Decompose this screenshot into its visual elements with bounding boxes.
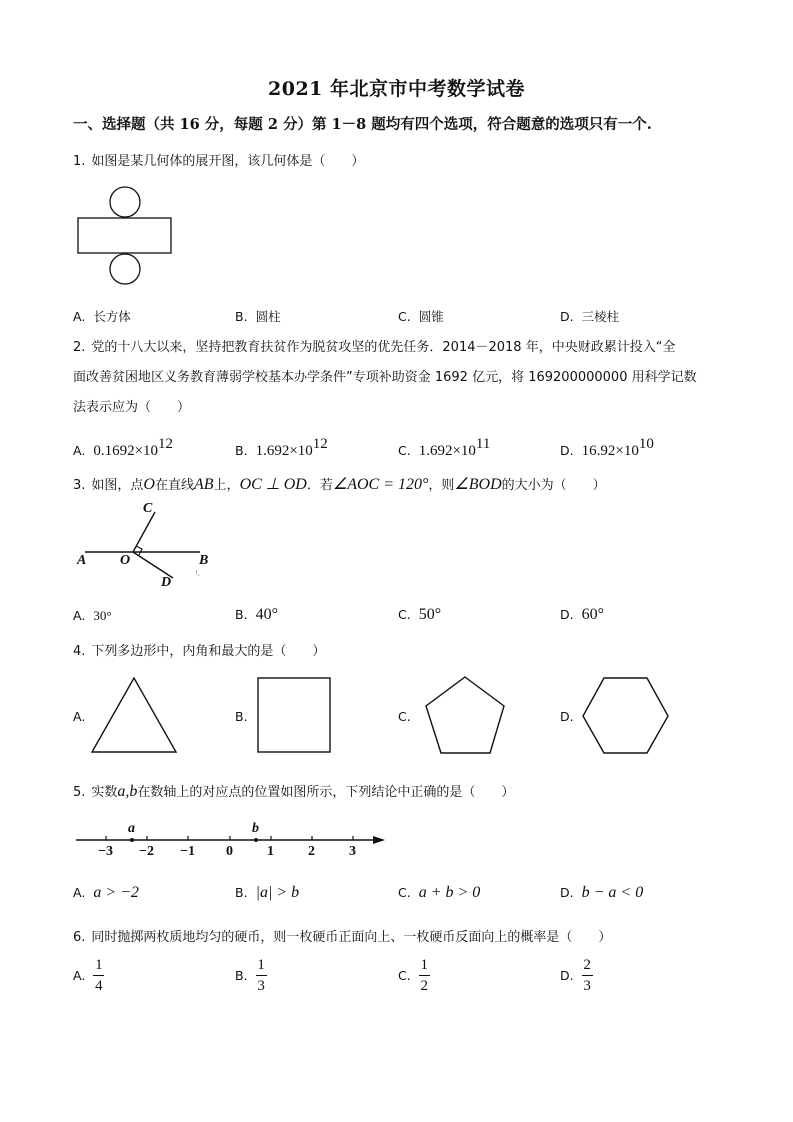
math-angle-aoc: ∠AOC = 120° [332, 476, 429, 493]
question-text: 上， [213, 478, 240, 493]
fraction [419, 956, 430, 995]
option-label: C. [398, 968, 411, 983]
option-text: a > −2 [93, 884, 139, 901]
option-mantissa: 1.692×10 [418, 443, 476, 459]
question-number: 1. [73, 154, 86, 169]
tick-label: −2 [139, 844, 154, 859]
tick-label: 2 [308, 844, 315, 859]
denominator: 4 [95, 978, 103, 994]
option-6d[interactable] [560, 956, 593, 995]
option-5d[interactable] [560, 884, 643, 902]
math-angle-bod: ∠BOD [454, 476, 502, 493]
tick-label: 3 [349, 844, 356, 859]
page-title: 2021 年北京市中考数学试卷 [268, 78, 525, 100]
denominator: 3 [257, 978, 265, 994]
option-label: D. [560, 709, 574, 724]
option-exponent: 12 [312, 436, 328, 452]
question-text: 下列多边形中，内角和最大的是（ ） [91, 644, 326, 659]
option-mantissa: 16.92×10 [581, 443, 639, 459]
option-text: 30° [93, 608, 112, 623]
point-b-label: b [252, 821, 259, 836]
option-label: C. [398, 309, 411, 324]
question-text-line: 面改善贫困地区义务教育薄弱学校基本办学条件”专项补助资金 1692 亿元，将 169200000000 用科学记数 [73, 370, 697, 385]
stray-mark: !, [195, 569, 201, 577]
option-6c[interactable] [398, 956, 430, 995]
denominator: 3 [583, 978, 591, 994]
numerator: 1 [95, 957, 103, 973]
option-mantissa: 0.1692×10 [93, 443, 159, 459]
question-number: 2. [73, 340, 86, 355]
option-text: b − a < 0 [581, 884, 644, 901]
question-number: 3. [73, 478, 86, 493]
option-label: C. [398, 607, 411, 622]
option-label: D. [560, 885, 574, 900]
question-text: 实数 [91, 785, 118, 800]
option-exponent: 12 [158, 436, 174, 452]
question-text: 同时抛掷两枚质地均匀的硬币，则一枚硬币正面向上、一枚硬币反面向上的概率是（ ） [91, 930, 612, 945]
label-B: B [199, 553, 209, 568]
option-label: A. [73, 885, 86, 900]
option-label: A. [73, 709, 86, 724]
label-C: C [143, 501, 153, 516]
option-label: B. [235, 968, 248, 983]
tick-label: 0 [226, 844, 233, 859]
question-text: 在直线 [154, 478, 194, 493]
question-text: 的大小为（ ） [501, 478, 606, 493]
question-number: 6. [73, 930, 86, 945]
fraction [93, 956, 104, 995]
option-text: 40° [255, 606, 278, 623]
numerator: 2 [583, 957, 591, 973]
numerator: 1 [257, 957, 265, 973]
denominator: 2 [420, 978, 428, 994]
tick-label: 1 [267, 844, 274, 859]
option-text: 三棱柱 [581, 309, 620, 324]
option-text: |a| > b [255, 884, 300, 901]
label-O: O [120, 553, 131, 568]
option-label: A. [73, 309, 86, 324]
fraction [582, 956, 593, 995]
option-label: B. [235, 607, 248, 622]
tick-label: −3 [98, 844, 113, 859]
option-label: B. [235, 443, 248, 458]
question-text: ．若 [306, 478, 333, 493]
question-number: 5. [73, 785, 86, 800]
option-label: B. [235, 885, 248, 900]
label-D: D [161, 575, 172, 590]
option-label: A. [73, 968, 86, 983]
question-6 [73, 926, 611, 945]
question-text: 在数轴上的对应点的位置如图所示，下列结论中正确的是（ ） [137, 785, 515, 800]
option-label: B. [235, 309, 248, 324]
option-text: 圆柱 [255, 309, 281, 324]
option-label: D. [560, 968, 574, 983]
question-text: 如图是某几何体的展开图，该几何体是（ ） [91, 154, 365, 169]
option-exponent: 10 [638, 436, 654, 452]
option-text: 50° [418, 606, 442, 623]
option-label: C. [398, 709, 411, 724]
option-5b[interactable] [235, 884, 299, 902]
option-text: 圆锥 [418, 309, 444, 324]
fraction [256, 956, 267, 995]
question-text: ，则 [428, 478, 455, 493]
option-text: a + b > 0 [418, 884, 481, 901]
question-text-line: 法表示应为（ ） [73, 400, 191, 415]
question-text: 如图，点 [91, 478, 144, 493]
label-A: A [77, 553, 87, 568]
option-text: 长方体 [93, 309, 131, 324]
question-number: 4. [73, 644, 86, 659]
tick-label: −1 [180, 844, 195, 859]
math-O: O [143, 476, 155, 493]
option-label: A. [73, 608, 86, 623]
math-AB: AB [194, 476, 214, 493]
option-label: C. [398, 443, 411, 458]
option-text: 60° [581, 606, 605, 623]
option-5a[interactable] [73, 884, 139, 902]
option-label: C. [398, 885, 411, 900]
numerator: 1 [420, 957, 428, 973]
option-5c[interactable] [398, 884, 480, 902]
point-a-label: a [128, 821, 135, 836]
option-6b[interactable] [235, 956, 267, 995]
question-text-line: 党的十八大以来，坚持把教育扶贫作为脱贫攻坚的优先任务．2014－2018 年，中央财政累计投入“全 [91, 340, 676, 355]
section-heading: 一、选择题（共 16 分，每题 2 分）第 1－8 题均有四个选项，符合题意的选项只有一个. [73, 116, 652, 133]
option-mantissa: 1.692×10 [255, 443, 313, 459]
option-6a[interactable] [73, 956, 104, 995]
option-label: D. [560, 309, 574, 324]
option-label: D. [560, 607, 574, 622]
option-exponent: 11 [475, 436, 491, 452]
math-ab: a,b [117, 783, 138, 800]
math-perpendicular: OC ⊥ OD [239, 476, 307, 493]
option-label: D. [560, 443, 574, 458]
option-label: B. [235, 709, 248, 724]
option-label: A. [73, 443, 86, 458]
